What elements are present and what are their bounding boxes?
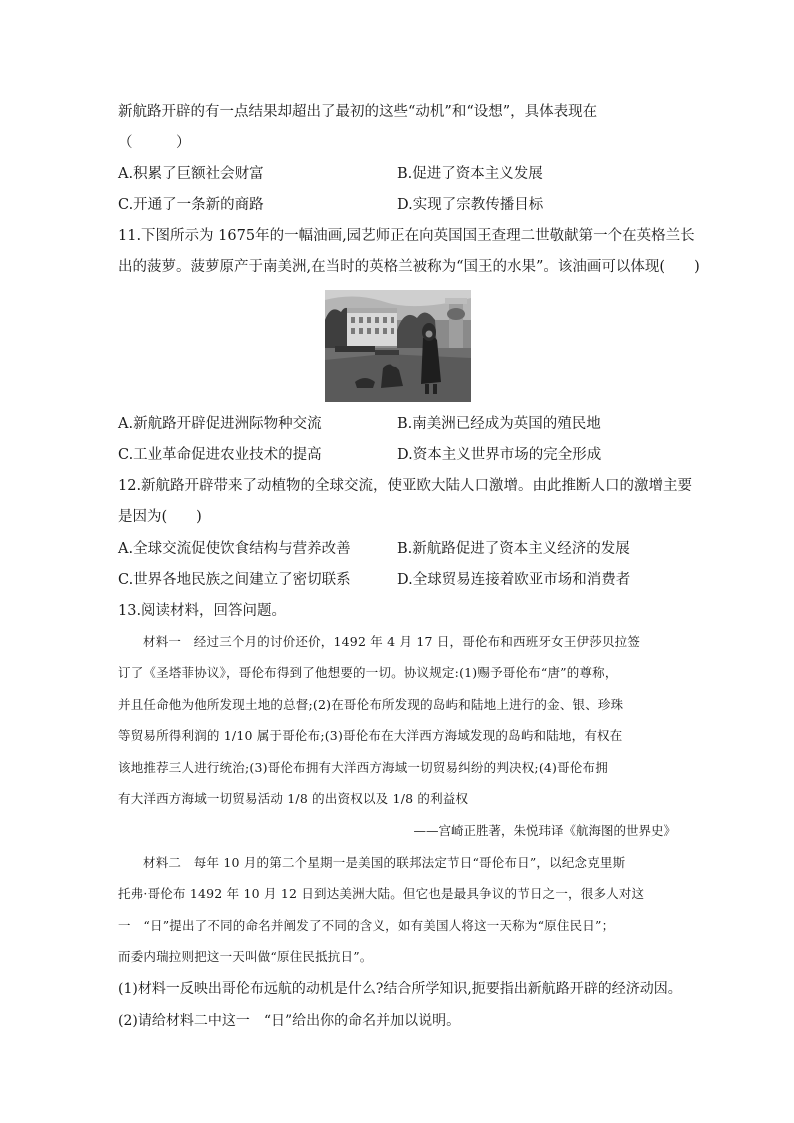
q11-stem-line1: 11.下图所示为 1675年的一幅油画,园艺师正在向英国国王查理二世敬献第一个在英格兰长 bbox=[118, 228, 695, 244]
material1-line2: 订了《圣塔菲协议》，哥伦布得到了他想要的一切。协议规定:(1)赐予哥伦布“唐”的尊称， bbox=[118, 665, 618, 680]
material2-line3: 一 “日”提出了不同的命名并阐发了不同的含义，如有美国人将这一天称为“原住民日”； bbox=[118, 918, 615, 933]
material1-line6: 有大洋西方海域一切贸易活动 1/8 的出资权以及 1/8 的利益权 bbox=[118, 791, 469, 806]
q11-option-a: A.新航路开辟促进洲际物种交流 bbox=[118, 416, 322, 432]
q13-stem: 13.阅读材料，回答问题。 bbox=[118, 603, 287, 619]
material1-line5: 该地推荐三人进行统治;(3)哥伦布拥有大洋西方海域一切贸易纠纷的判决权;(4)哥伦布拥 bbox=[118, 760, 608, 775]
material1-line3: 并且任命他为他所发现土地的总督;(2)在哥伦布所发现的岛屿和陆地上进行的金、银、珍珠 bbox=[118, 697, 624, 712]
q13-subquestion-2: (2)请给材料二中这一 “日”给出你的命名并加以说明。 bbox=[118, 1013, 461, 1029]
pineapple-painting-image bbox=[325, 290, 471, 402]
material2-line2: 托弗·哥伦布 1492 年 10 月 12 日到达美洲大陆。但它也是最具争议的节日之一，很多人对这 bbox=[118, 886, 645, 901]
q10-option-c: C.开通了一条新的商路 bbox=[118, 197, 264, 213]
material2-line4: 而委内瑞拉则把这一天叫做“原住民抵抗日”。 bbox=[118, 949, 373, 964]
material2-line1: 材料二 每年 10 月的第二个星期一是美国的联邦法定节日“哥伦布日”，以纪念克里斯 bbox=[143, 855, 626, 870]
material1-line1: 材料一 经过三个月的讨价还价，1492 年 4 月 17 日，哥伦布和西班牙女王伊莎贝拉签 bbox=[143, 634, 641, 649]
q12-stem-line1: 12.新航路开辟带来了动植物的全球交流，使亚欧大陆人口激增。由此推断人口的激增主要 bbox=[118, 478, 693, 494]
q10-option-b: B.促进了资本主义发展 bbox=[397, 166, 543, 182]
material1-line4: 等贸易所得利润的 1/10 属于哥伦布;(3)哥伦布在大洋西方海域发现的岛屿和陆地，有权在 bbox=[118, 728, 623, 743]
q12-option-b: B.新航路促进了资本主义经济的发展 bbox=[397, 541, 630, 557]
q10-option-a: A.积累了巨额社会财富 bbox=[118, 166, 264, 182]
q11-option-d: D.资本主义世界市场的完全形成 bbox=[397, 447, 602, 463]
q12-stem-line2: 是因为( ) bbox=[118, 509, 202, 525]
q10-answer-blank: （ ） bbox=[118, 135, 191, 151]
q10-option-d: D.实现了宗教传播目标 bbox=[397, 197, 544, 213]
q12-option-d: D.全球贸易连接着欧亚市场和消费者 bbox=[397, 572, 631, 588]
q12-option-c: C.世界各地民族之间建立了密切联系 bbox=[118, 572, 351, 588]
q10-stem-line1: 新航路开辟的有一点结果却超出了最初的这些“动机”和“设想”，具体表现在 bbox=[118, 104, 598, 120]
q13-subquestion-1: (1)材料一反映出哥伦布远航的动机是什么?结合所学知识,扼要指出新航路开辟的经济动因。 bbox=[118, 981, 682, 997]
q11-option-c: C.工业革命促进农业技术的提高 bbox=[118, 447, 322, 463]
q12-option-a: A.全球交流促使饮食结构与营养改善 bbox=[118, 541, 351, 557]
painting-illustration bbox=[325, 290, 471, 402]
material1-source: ——宫崎正胜著，朱悦玮译《航海图的世界史》 bbox=[413, 823, 676, 838]
q11-stem-line2: 出的菠萝。菠萝原产于南美洲,在当时的英格兰被称为“国王的水果”。该油画可以体现( ) bbox=[118, 259, 700, 275]
q11-option-b: B.南美洲已经成为英国的殖民地 bbox=[397, 416, 601, 432]
